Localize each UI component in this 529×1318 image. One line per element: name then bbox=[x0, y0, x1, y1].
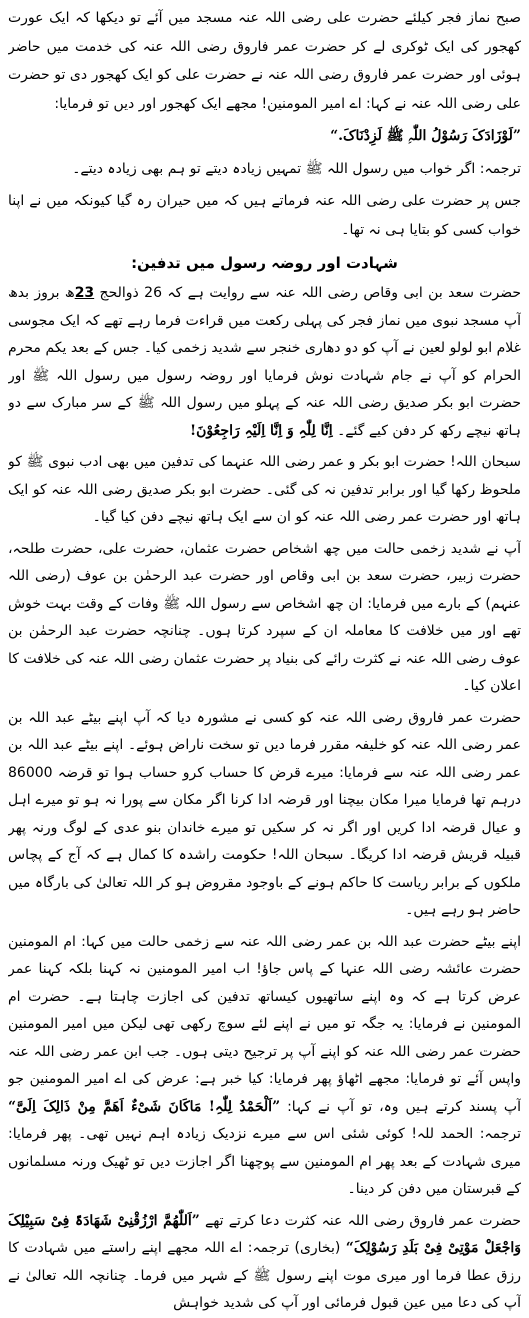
paragraph-translation: ترجمہ: اگر خواب میں رسول اللہ ﷺ تمہیں زیادہ دیتے تو ہم بھی زیادہ دیتے۔ bbox=[72, 160, 521, 177]
section-heading: شہادت اور روضہ رسول میں تدفین: bbox=[131, 254, 398, 272]
arabic-quote-dream: ”لَوْزَادَکَ رَسُوْلُ اللّٰہِ ﷺ لَزِدْنَاکَ.“ bbox=[330, 128, 521, 144]
paragraph-debt: حضرت عمر فاروق رضی اللہ عنہ کو کسی نے مشورہ دیا کہ آپ اپنے بیٹے عبد اللہ بن عمر رضی اللہ عنہ کو خلیفہ مقرر فرما دیں تو سخت ناراض ہوئے۔ اپنے بیٹے عبد اللہ بن عمر رضی اللہ عنہ سے فرمایا: میرے قرض کا حساب کرو حساب ہوا تو قرضہ 86000 درہم تھا فرمایا میرا مکان بیچنا اور قرضہ ادا کرنا اگر مکان سے پورا نہ ہو تو میرے اہل و عیال قرضہ ادا کریں اور اگر نہ کر سکیں تو میرے خاندان بنو عدی کے لوگ ورنہ پھر قبیلہ قریش قرضہ ادا کریگا۔ سبحان اللہ! حکومت راشدہ کا کمال ہے کہ آج کے پچاس ملکوں کے برابر ریاست کا حاکم ہونے کے باوجود مقروض ہو کر اللہ تعالیٰ کی بارگاہ میں حاضر ہو رہے ہیں۔ bbox=[8, 709, 521, 918]
arabic-alhamdulillah: ”اَلْحَمْدُ لِلّٰہِ! مَاکَانَ شَیْءٌ اَھَمَّ مِنْ ذَالِکَ اِلَیَّ“ bbox=[8, 1098, 281, 1115]
paragraph-ali-remark: جس پر حضرت علی رضی اللہ عنہ فرماتے ہیں کہ میں حیران رہ گیا کیونکہ میں نے اپنا خواب کسی کو بتایا ہی نہ تھا۔ bbox=[8, 193, 521, 238]
permission-intro: اپنے بیٹے حضرت عبد اللہ بن عمر رضی اللہ عنہ سے زخمی حالت میں کہا: ام المومنین حضرت عائشہ رضی اللہ عنہا کے پاس جاؤ! اب امیر المومنین نہ کہنا بلکہ کہنا عمر عرض کرتا ہے کہ وہ اپنے ساتھیوں کیساتھ تدفین کی اجازت چاہتا ہے۔ حضرت ام المومنین نے فرمایا: یہ جگہ تو میں نے اپنے لئے سوچ رکھی تھی لیکن میں امیر المومنین حضرت عمر رضی اللہ عنہ کو اپنے آپ پر ترجیح دیتی ہوں۔ جب ابن عمر رضی اللہ عنہ واپس آئے تو فرمایا: مجھے اٹھاؤ پھر فرمایا: کیا خبر ہے: عرض کی اے امیر المومنین جو آپ پسند کرتے ہیں وہ، تو آپ نے کہا: bbox=[8, 933, 521, 1115]
paragraph-dream-story: صبح نماز فجر کیلئے حضرت علی رضی اللہ عنہ مسجد میں آئے تو دیکھا کہ ایک عورت کھجور کی ایک ٹوکری لے کر حضرت عمر فاروق رضی اللہ عنہ کی خدمت میں حاضر ہوئی اور حضرت عمر فاروق رضی اللہ عنہ نے حضرت علی کو ایک کھجور دی تو حضرت علی رضی اللہ عنہ نے کہا: اے امیر المومنین! مجھے ایک کھجور اور دیں تو فرمایا: bbox=[8, 10, 521, 112]
dua-intro: حضرت عمر فاروق رضی اللہ عنہ کثرت دعا کرتے تھے bbox=[199, 1212, 521, 1229]
arabic-dua: ”اَللّٰھُمَّ ارْزُقْنِیْ شَھَادَۃً فِیْ سَبِیْلِکَ وَاجْعَلْ مَوْتِیْ فِیْ بَلَدِ رَسُوْلِکَ“ bbox=[8, 1212, 521, 1256]
martyrdom-intro: حضرت سعد بن ابی وقاص رضی اللہ عنہ سے روایت ہے کہ 26 ذوالحج bbox=[94, 285, 521, 301]
date-number: 23 bbox=[74, 285, 95, 301]
paragraph-six-persons: آپ نے شدید زخمی حالت میں چھ اشخاص حضرت عثمان، حضرت علی، حضرت طلحہ، حضرت زبیر، حضرت سعد بن ابی وقاص اور حضرت عبد الرحمٰن بن عوف (رضی اللہ عنہم) کے بارے میں فرمایا: ان چھ اشخاص سے رسول اللہ ﷺ وفات کے وقت بہت خوش تھے اور میں خلافت کا معاملہ ان کے سپرد کرتا ہوں۔ چنانچہ حضرت عبد الرحمٰن بن عوف رضی اللہ عنہ نے کثرت رائے کی بنیاد پر حضرت عثمان رضی اللہ عنہ کی خلافت کا اعلان کیا۔ bbox=[8, 540, 521, 694]
paragraph-aisha-permission bbox=[8, 929, 521, 1204]
martyrdom-body: ھ بروز بدھ آپ مسجد نبوی میں نماز فجر کی پہلی رکعت میں قراءت فرما رہے تھے کہ ایک مجوسی غلام ابو لولو لعین نے آپ کو دو دھاری خنجر سے شدید زخمی کیا۔ جس کے بعد یکم محرم الحرام کو آپ نے جام شہادت نوش فرمایا اور روضہ رسول میں رسول اللہ ﷺ اور حضرت ابو بکر صدیق رضی اللہ عنہ کے پہلو میں رسول اللہ ﷺ کے سر مبارک سے دو ہاتھ نیچے رکھ کر دفن کیے گئے۔ bbox=[8, 285, 521, 439]
permission-body: ترجمہ: الحمد للہ! کوئی شئی اس سے میرے نزدیک زیادہ اہم نہیں تھی۔ پھر فرمایا: میری شہادت کے بعد پھر ام المومنین سے پوچھنا اگر اجازت دیں تو ٹھیک ورنہ مسلمانوں کے قبرستان میں دفن کر دینا۔ bbox=[8, 1126, 521, 1197]
paragraph-martyrdom bbox=[8, 280, 521, 445]
paragraph-dua bbox=[8, 1208, 521, 1318]
arabic-istirja: اِنَّا لِلّٰہِ وَ اِنَّا اِلَیْہِ رَاجِعُوْنَ! bbox=[190, 422, 333, 439]
paragraph-burial-etiquette: سبحان اللہ! حضرت ابو بکر و عمر رضی اللہ عنہما کی تدفین میں بھی ادب نبوی ﷺ کو ملحوظ رکھا گیا اور برابر تدفین نہ کی گئی۔ حضرت ابو بکر صدیق رضی اللہ عنہ کو ایک ہاتھ اور حضرت عمر رضی اللہ عنہ کو ان سے ایک ہاتھ نیچے دفن کیا گیا۔ bbox=[8, 454, 521, 525]
dua-body: (بخاری) ترجمہ: اے اللہ مجھے اپنے راستے میں شہادت کا رزق عطا فرما اور میری موت اپنے رسول ﷺ کے شہر میں فرما۔ چنانچہ اللہ تعالیٰ نے آپ کی دعا میں عین قبول فرمائی اور آپ کی شدید خواہش bbox=[8, 1240, 521, 1311]
